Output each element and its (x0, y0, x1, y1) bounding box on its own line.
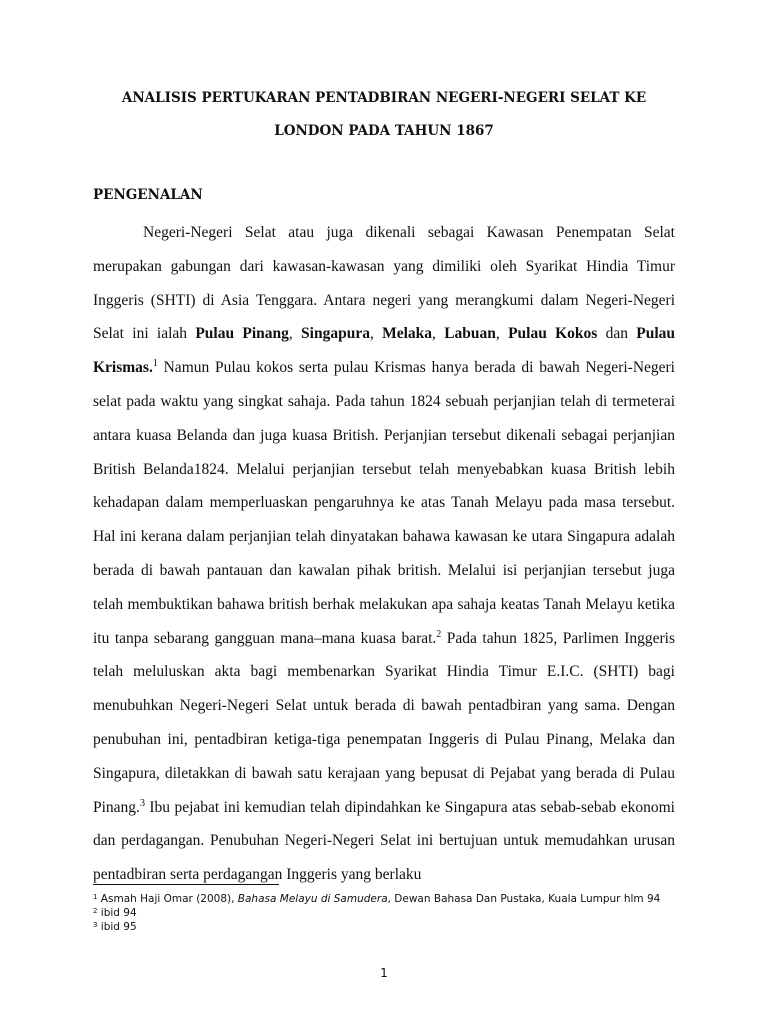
footnote-3 (93, 920, 137, 934)
footnote-text: ibid 94 (97, 907, 137, 919)
footnote-ref-1[interactable]: 1 (152, 358, 158, 370)
separator: , (369, 325, 383, 343)
footnote-text: , Dewan Bahasa Dan Pustaka, Kuala Lumpur hlm 94 (387, 893, 661, 905)
footnote-text: Asmah Haji Omar (2008), (97, 893, 238, 905)
document-title-line-2: LONDON PADA TAHUN 1867 (274, 123, 494, 139)
page-number: 1 (380, 966, 388, 980)
footnote-ref-3[interactable]: 3 (139, 797, 145, 809)
footnote-2 (93, 906, 137, 920)
bold-place-name: Pulau Kokos (508, 325, 598, 343)
footnote-number: 3 (93, 921, 98, 929)
footnote-book-title: Bahasa Melayu di Samudera (237, 893, 388, 905)
separator: dan (597, 325, 637, 343)
bold-place-name: Pulau Pinang (195, 325, 289, 343)
bold-place-name: Melaka (382, 325, 433, 343)
section-heading: PENGENALAN (93, 187, 203, 203)
footnote-number: 1 (93, 893, 98, 901)
separator: , (432, 325, 445, 343)
bold-place-name: Labuan (444, 325, 496, 343)
footnote-ref-2[interactable]: 2 (436, 628, 442, 640)
paragraph-text: Ibu pejabat ini kemudian telah dipindahkan ke Singapura atas sebab-sebab ekonomi dan perdagangan. Penubuhan Negeri-Negeri Selat ini bertujuan untuk memudahkan urusan pentadbiran serta perdagangan Inggeris yang berlaku (93, 798, 675, 884)
document-title-line-1: ANALISIS PERTUKARAN PENTADBIRAN NEGERI-NEGERI SELAT KE (121, 90, 647, 106)
footnote-1 (93, 892, 660, 906)
paragraph-text: Pada tahun 1825, Parlimen Inggeris telah meluluskan akta bagi membenarkan Syarikat Hindia Timur E.I.C. (SHTI) bagi menubuhkan Negeri-Negeri Selat untuk berada di bawah pentadbiran yang sama. Dengan penubuhan ini, pentadbiran ketiga-tiga penempatan Inggeris di Pulau Pinang, Melaka dan Singapura, diletakkan di bawah satu kerajaan yang bepusat di Pejabat yang berada di Pulau Pinang. (93, 629, 675, 816)
footnote-text: ibid 95 (97, 921, 137, 933)
bold-place-name: Singapura (301, 325, 370, 343)
paragraph-text: Namun Pulau kokos serta pulau Krismas hanya berada di bawah Negeri-Negeri selat pada waktu yang singkat sahaja. Pada tahun 1824 sebuah perjanjian telah di termeterai antara kuasa Belanda dan juga kuasa British. Perjanjian tersebut dikenali sebagai perjanjian British Belanda1824. Melalui perjanjian tersebut telah menyebabkan kuasa British lebih kehadapan dalam memperluaskan pengaruhnya ke atas Tanah Melayu pada masa tersebut. Hal ini kerana dalam perjanjian telah dinyatakan bahawa kawasan ke utara Singapura adalah berada di bawah pantauan dan kawalan pihak british. Melalui isi perjanjian tersebut juga telah membuktikan bahawa british berhak melakukan apa sahaja keatas Tanah Melayu ketika itu tanpa sebarang gangguan mana–mana kuasa barat. (93, 359, 675, 647)
separator: , (495, 325, 509, 343)
bold-place-name: Pulau Krismas. (93, 325, 676, 377)
footnote-number: 2 (93, 907, 98, 915)
footnote-divider (93, 884, 279, 885)
body-paragraph (93, 216, 675, 892)
paragraph-text: Negeri-Negeri Selat atau juga dikenali sebagai Kawasan Penempatan Selat merupakan gabungan dari kawasan-kawasan yang dimiliki oleh Syarikat Hindia Timur Inggeris (SHTI) di Asia Tenggara. Antara negeri yang merangkumi dalam Negeri-Negeri Selat ini ialah (93, 224, 675, 343)
separator: , (288, 325, 302, 343)
